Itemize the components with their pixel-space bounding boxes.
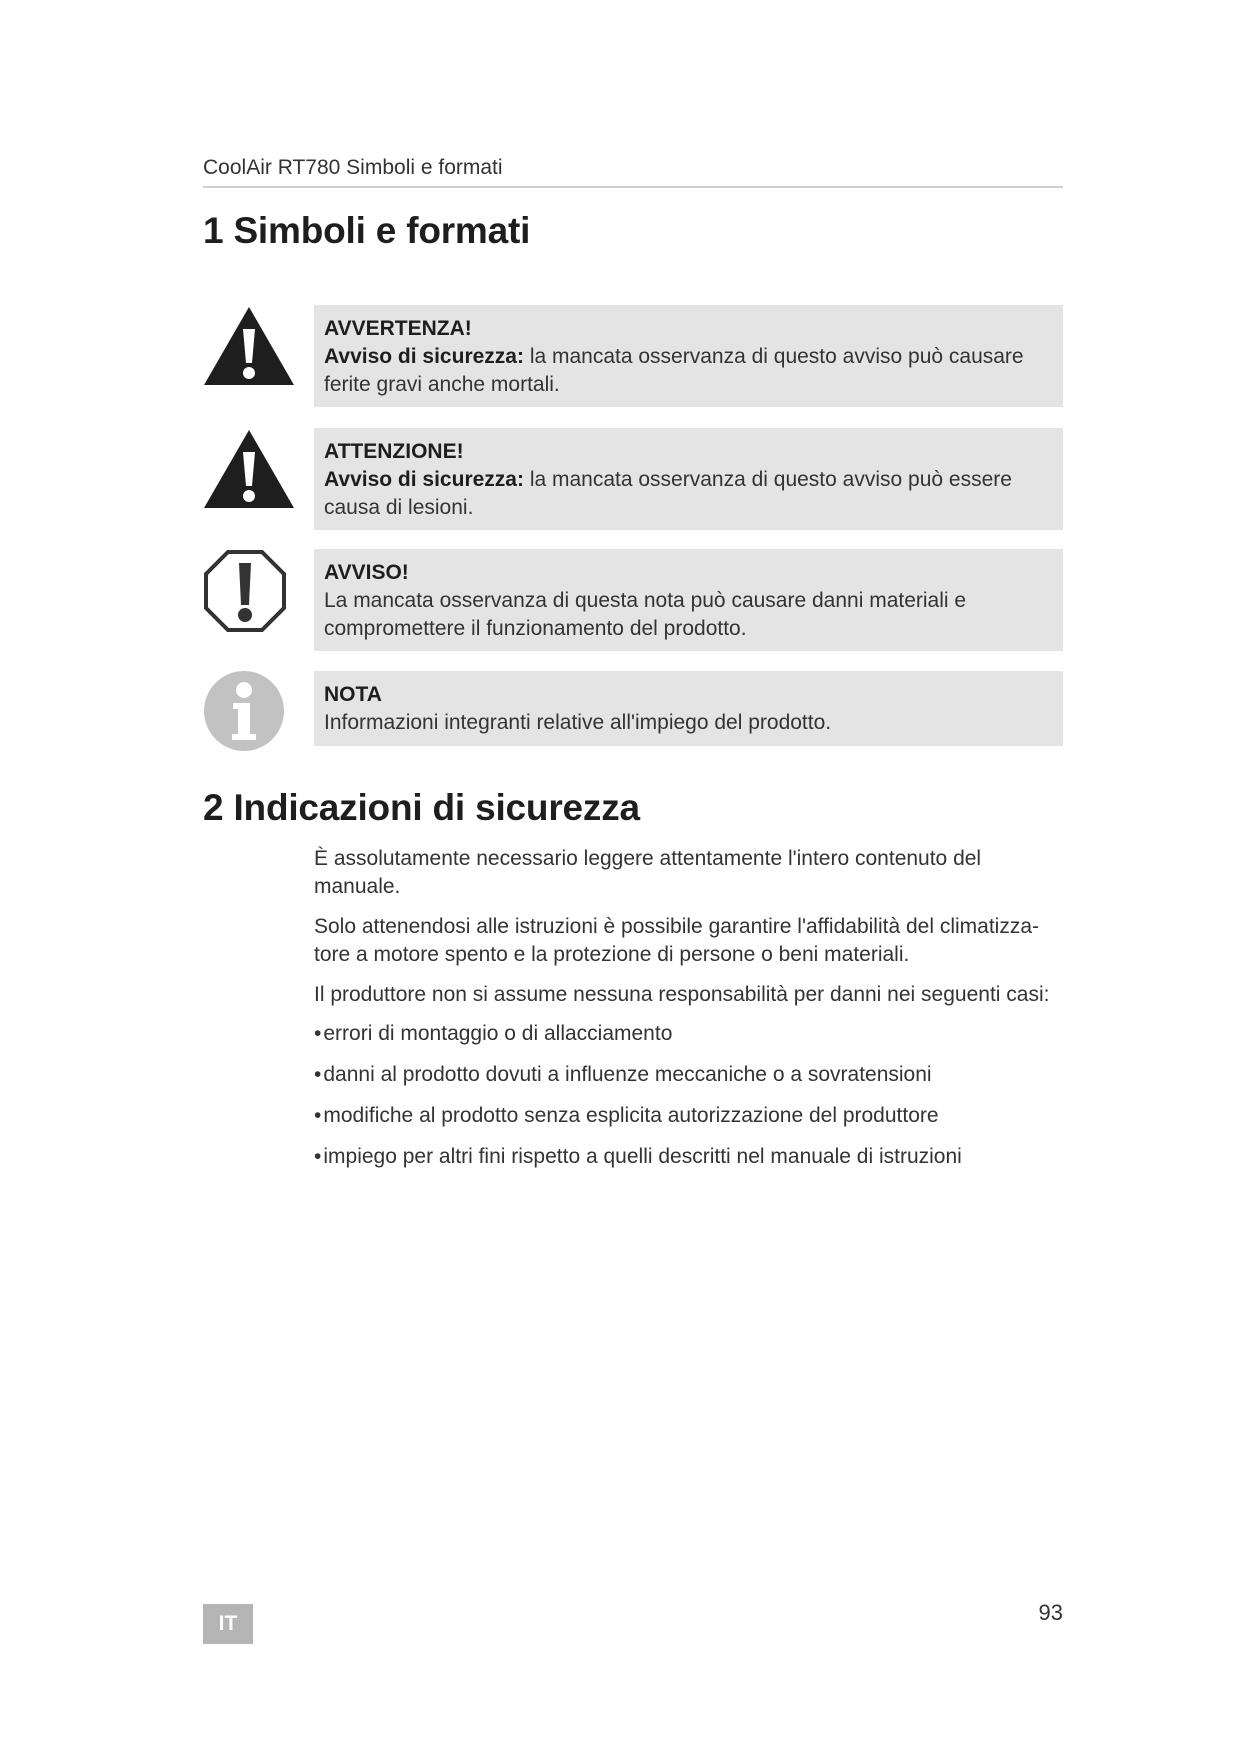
notice-title: AVVISO! bbox=[324, 561, 409, 584]
notice-avviso-box bbox=[314, 549, 1063, 651]
list-item: • impiego per altri fini rispetto a quelli descritti nel manuale di istruzioni bbox=[314, 1145, 962, 1169]
notice-text: la mancata osservanza di questo avviso può causare ferite gravi anche mortali. bbox=[324, 345, 1024, 396]
warning-triangle-icon bbox=[203, 428, 295, 510]
notice-title: AVVERTENZA! bbox=[324, 317, 472, 340]
paragraph: È assolutamente necessario leggere attentamente l'intero contenuto del manuale. bbox=[314, 847, 982, 898]
notice-lead: Avviso di sicurezza: bbox=[324, 468, 524, 491]
page-number: 93 bbox=[1038, 1600, 1063, 1625]
warning-triangle-icon bbox=[203, 305, 295, 387]
info-circle-icon bbox=[203, 670, 285, 752]
octagon-exclamation-icon bbox=[203, 549, 287, 633]
list-item: • danni al prodotto dovuti a influenze meccaniche o a sovratensioni bbox=[314, 1063, 932, 1087]
notice-warning bbox=[203, 305, 1063, 407]
notice-caution-box bbox=[314, 428, 1063, 530]
notice-caution bbox=[203, 428, 1063, 530]
notice-lead: Avviso di sicurezza: bbox=[324, 345, 524, 368]
section-heading-safety: 2 Indicazioni di sicurezza bbox=[203, 787, 640, 828]
paragraph: Solo attenendosi alle istruzioni è possibile garantire l'affidabilità del climatizza-tore a motore spento e la protezione di persone o beni materiali. bbox=[314, 915, 1040, 966]
notice-avviso bbox=[203, 549, 1063, 651]
language-tab: IT bbox=[203, 1604, 253, 1644]
notice-warning-box bbox=[314, 305, 1063, 407]
notice-nota-box bbox=[314, 671, 1063, 746]
list-item: • errori di montaggio o di allacciamento bbox=[314, 1022, 672, 1046]
notice-text: La mancata osservanza di questa nota può causare danni materiali e compromettere il funzionamento del prodotto. bbox=[324, 589, 967, 640]
section-heading-symbols: 1 Simboli e formati bbox=[203, 210, 531, 251]
paragraph: Il produttore non si assume nessuna responsabilità per danni nei seguenti casi: bbox=[314, 983, 1050, 1006]
notice-nota bbox=[203, 671, 1063, 746]
notice-text: la mancata osservanza di questo avviso può essere causa di lesioni. bbox=[324, 468, 1012, 519]
list-item: • modifiche al prodotto senza esplicita autorizzazione del produttore bbox=[314, 1104, 939, 1128]
running-head: CoolAir RT780 Simboli e formati bbox=[203, 156, 1063, 188]
notice-title: NOTA bbox=[324, 683, 382, 706]
notice-title: ATTENZIONE! bbox=[324, 440, 464, 463]
notice-text: Informazioni integranti relative all'impiego del prodotto. bbox=[324, 711, 832, 734]
